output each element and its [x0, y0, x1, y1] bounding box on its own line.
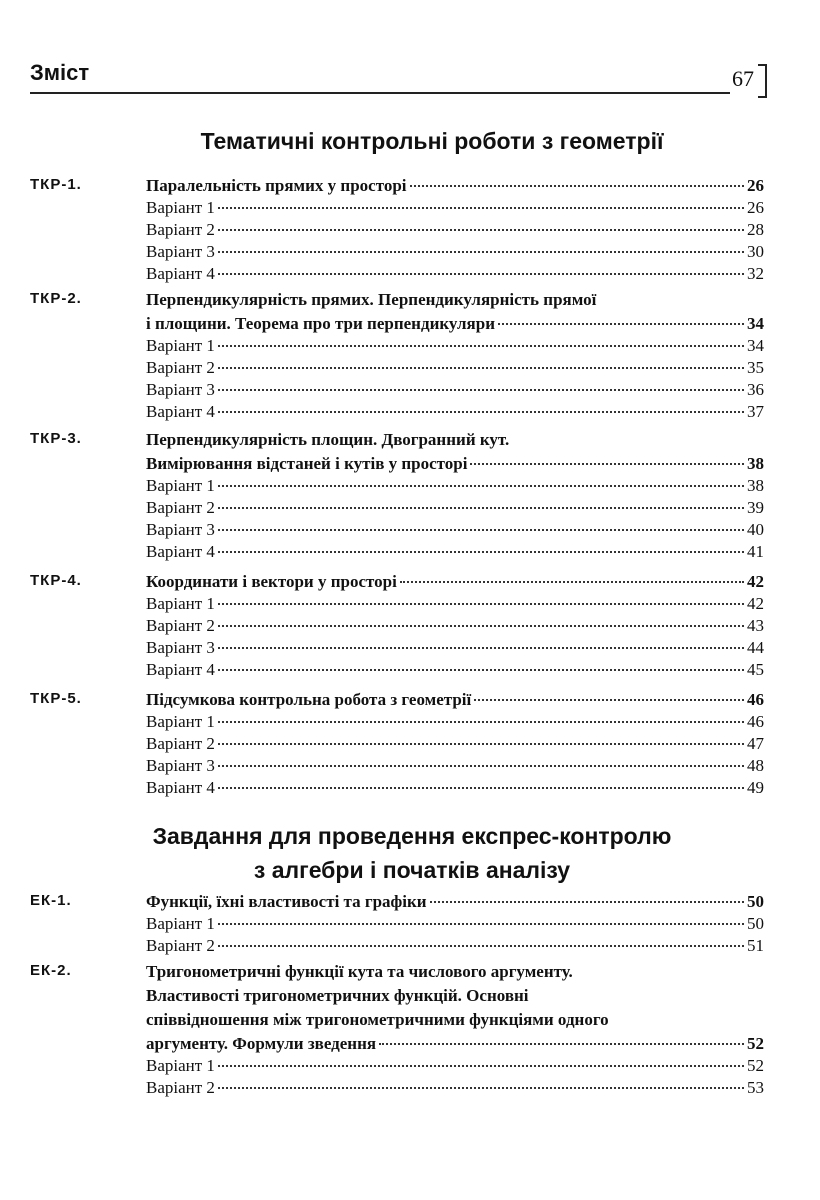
page-number-bracket: [758, 64, 767, 98]
variant-line[interactable]: Варіант 1 50: [146, 914, 764, 933]
entry-code: ТКР-2.: [30, 290, 82, 307]
variant-line[interactable]: Варіант 3 48: [146, 756, 764, 775]
variant-line[interactable]: Варіант 1 38: [146, 476, 764, 495]
variant-line[interactable]: Варіант 1 52: [146, 1056, 764, 1075]
variant-line[interactable]: Варіант 3 36: [146, 380, 764, 399]
entry-code: ТКР-5.: [30, 690, 82, 707]
entry-code: ТКР-3.: [30, 430, 82, 447]
variant-line[interactable]: Варіант 4 45: [146, 660, 764, 679]
entry-page: 42: [747, 572, 764, 591]
entry-page: 52: [747, 1034, 764, 1053]
entry-page: 34: [747, 314, 764, 333]
entry-title-line[interactable]: Вимірювання відстаней і кутів у просторі 38: [146, 454, 764, 473]
variant-line[interactable]: Варіант 1 34: [146, 336, 764, 355]
entry-title-line[interactable]: Перпендикулярність прямих. Перпендикулярність прямої: [146, 290, 597, 309]
variant-line[interactable]: Варіант 3 44: [146, 638, 764, 657]
page-number: 67: [732, 66, 754, 91]
entry-title-line[interactable]: аргументу. Формули зведення 52: [146, 1034, 764, 1053]
variant-line[interactable]: Варіант 3 30: [146, 242, 764, 261]
header-rule: [30, 92, 730, 94]
variant-line[interactable]: Варіант 4 41: [146, 542, 764, 561]
entry-page: 38: [747, 454, 764, 473]
entry-title-line[interactable]: Властивості тригонометричних функцій. Основні: [146, 986, 529, 1005]
variant-line[interactable]: Варіант 2 28: [146, 220, 764, 239]
entry-page: 50: [747, 892, 764, 911]
entry-title-line[interactable]: Паралельність прямих у просторі 26: [146, 176, 764, 195]
entry-title-line[interactable]: Функції, їхні властивості та графіки 50: [146, 892, 764, 911]
variant-line[interactable]: Варіант 2 35: [146, 358, 764, 377]
entry-title-line[interactable]: Перпендикулярність площин. Двогранний кут.: [146, 430, 510, 449]
section-title-geometry: Тематичні контрольні роботи з геометрії: [200, 128, 664, 154]
entry-page: 26: [747, 176, 764, 195]
entry-code: ЕК-2.: [30, 962, 72, 979]
variant-line[interactable]: Варіант 1 42: [146, 594, 764, 613]
variant-line[interactable]: Варіант 3 40: [146, 520, 764, 539]
entry-code: ЕК-1.: [30, 892, 72, 909]
variant-line[interactable]: Варіант 2 39: [146, 498, 764, 517]
variant-line[interactable]: Варіант 4 32: [146, 264, 764, 283]
variant-line[interactable]: Варіант 1 46: [146, 712, 764, 731]
entry-title-line[interactable]: і площини. Теорема про три перпендикуляри 34: [146, 314, 764, 333]
entry-code: ТКР-1.: [30, 176, 82, 193]
variant-line[interactable]: Варіант 2 53: [146, 1078, 764, 1097]
entry-page: 46: [747, 690, 764, 709]
variant-line[interactable]: Варіант 4 37: [146, 402, 764, 421]
entry-title-line[interactable]: Підсумкова контрольна робота з геометрії 46: [146, 690, 764, 709]
variant-line[interactable]: Варіант 2 43: [146, 616, 764, 635]
variant-line[interactable]: Варіант 4 49: [146, 778, 764, 797]
header-label: Зміст: [30, 60, 90, 85]
leader-dots: [410, 185, 744, 187]
entry-title-line[interactable]: співвідношення між тригонометричними функціями одного: [146, 1010, 609, 1029]
entry-title-line[interactable]: Тригонометричні функції кута та числового аргументу.: [146, 962, 573, 981]
section-title-express-control-1: Завдання для проведення експрес-контролю: [152, 823, 672, 849]
variant-line[interactable]: Варіант 2 47: [146, 734, 764, 753]
variant-line[interactable]: Варіант 2 51: [146, 936, 764, 955]
section-title-express-control-2: з алгебри і початків аналізу: [253, 857, 571, 883]
entry-title-line[interactable]: Координати і вектори у просторі 42: [146, 572, 764, 591]
variant-line[interactable]: Варіант 1 26: [146, 198, 764, 217]
entry-code: ТКР-4.: [30, 572, 82, 589]
